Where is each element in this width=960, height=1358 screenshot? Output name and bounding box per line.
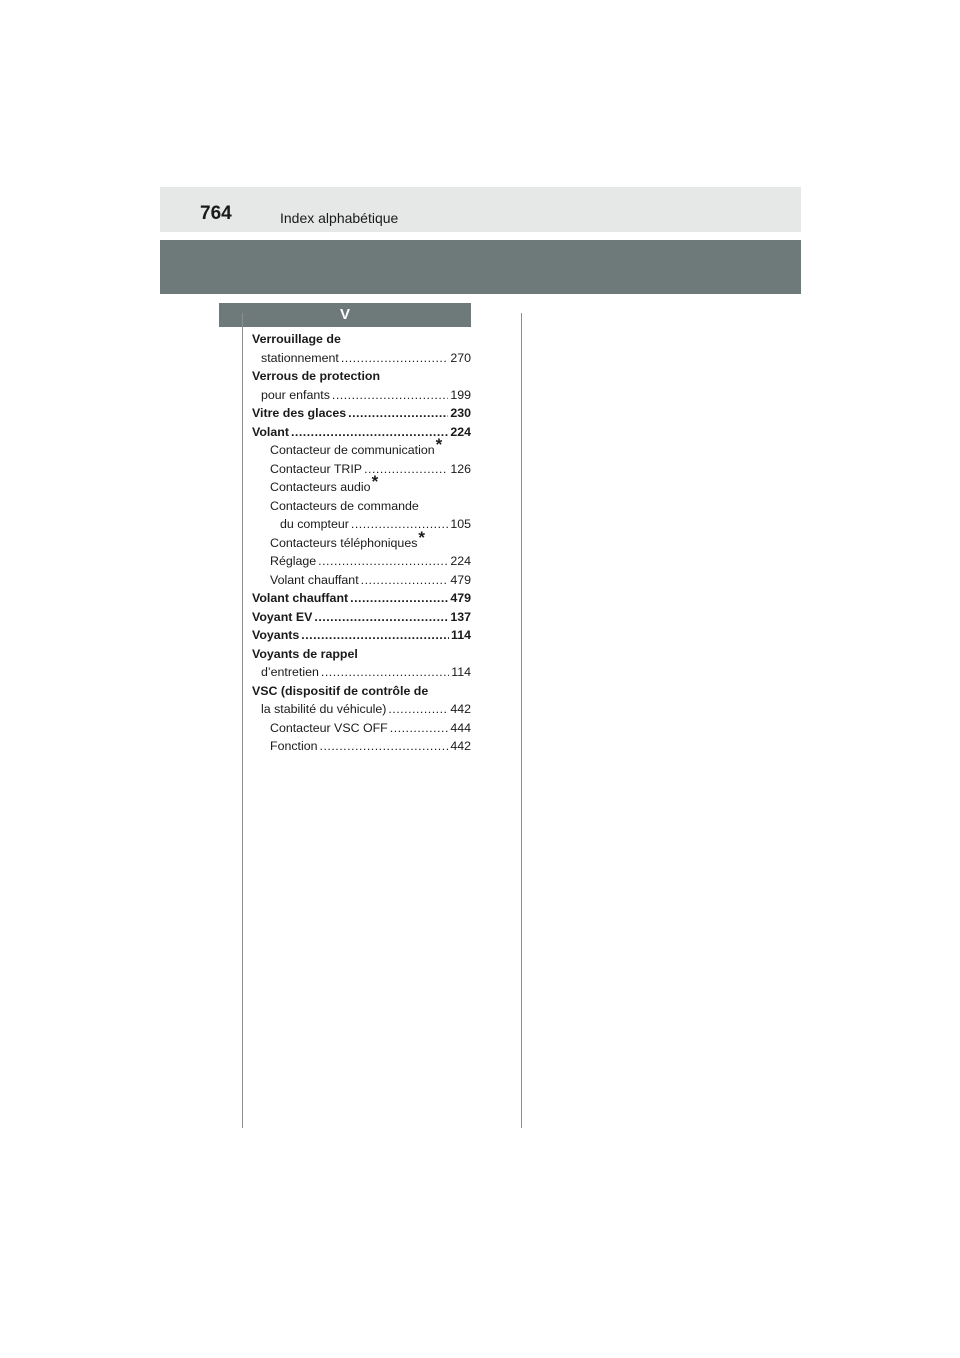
index-entry (252, 330, 471, 349)
index-entry-label: Voyant EV (252, 609, 313, 624)
dot-leader (301, 626, 449, 645)
index-entry-label: Fonction (270, 739, 318, 753)
index-entry-label: Contacteurs de commande (270, 498, 419, 513)
dot-leader (291, 423, 448, 442)
index-entry (252, 645, 471, 664)
index-entry (252, 682, 471, 701)
index-entry-label: Contacteur de communication (270, 443, 435, 457)
dot-leader (350, 589, 448, 608)
index-entry-page: 114 (451, 628, 471, 642)
index-entry (252, 552, 471, 571)
index-entry-page: 442 (450, 739, 471, 753)
index-entry-page: 126 (450, 461, 471, 476)
column-divider-left (242, 313, 243, 1128)
index-entry (252, 460, 471, 479)
index-entry-page: 114 (451, 665, 471, 679)
chapter-band (160, 240, 801, 294)
index-entry-page: 444 (450, 720, 471, 735)
index-entry-label: Volant (252, 424, 289, 439)
index-entry (252, 497, 471, 516)
index-entry-page: 442 (450, 702, 471, 716)
index-entry (252, 700, 471, 719)
index-entry-label: la stabilité du véhicule) (261, 702, 387, 716)
index-entry-label: Contacteur TRIP (270, 461, 363, 476)
index-entry-label: du compteur (280, 517, 349, 531)
index-entry-label: Verrous de protection (252, 369, 381, 383)
index-entry-page: 479 (450, 572, 471, 587)
index-entry-page: 199 (450, 387, 471, 402)
index-entry: Contacteurs téléphoniques * (252, 534, 471, 553)
dot-leader (314, 608, 448, 627)
dot-leader (321, 663, 449, 682)
page-number: 764 (200, 203, 232, 224)
index-entry-label: Volant chauffant (270, 572, 359, 587)
dot-leader (361, 571, 449, 590)
index-entry-label: VSC (dispositif de contrôle de (252, 683, 429, 698)
index-letter-tab: V (219, 303, 471, 327)
index-entry: Contacteurs audio * (252, 478, 471, 497)
index-entry-label: Volant chauffant (252, 591, 349, 605)
dot-leader (348, 404, 448, 423)
dot-leader (351, 515, 448, 534)
section-title: Index alphabétique (280, 210, 399, 226)
index-entry (252, 608, 471, 627)
index-entry-label: Réglage (270, 554, 317, 568)
dot-leader (341, 349, 448, 368)
index-entry (252, 737, 471, 756)
index-list (252, 330, 471, 756)
dot-leader (332, 386, 448, 405)
index-entry-label: Vitre des glaces (252, 406, 347, 420)
index-entry-page: 230 (450, 406, 471, 420)
index-entry-page: 224 (450, 554, 471, 568)
index-entry-label: stationnement (261, 350, 339, 365)
index-entry-label: Verrouillage de (252, 332, 341, 346)
index-entry (252, 367, 471, 386)
column-divider-right (521, 313, 522, 1128)
index-entry-label: Voyants (252, 628, 300, 642)
index-entry-label: d’entretien (261, 665, 319, 679)
index-entry: Contacteur de communication * (252, 441, 471, 460)
index-entry (252, 571, 471, 590)
dot-leader (388, 700, 448, 719)
index-entry (252, 515, 471, 534)
index-entry (252, 404, 471, 423)
index-entry-label: Voyants de rappel (252, 646, 358, 661)
index-entry (252, 719, 471, 738)
index-entry-page: 105 (450, 517, 471, 531)
index-entry-page: 137 (450, 609, 471, 624)
index-entry (252, 589, 471, 608)
index-entry-label: Contacteurs audio (270, 480, 371, 494)
index-entry-label: Contacteurs téléphoniques (270, 535, 418, 550)
dot-leader (390, 719, 449, 738)
index-entry-page: 479 (450, 591, 471, 605)
index-entry (252, 349, 471, 368)
index-entry-label: pour enfants (261, 387, 330, 402)
dot-leader (320, 737, 449, 756)
index-entry-page: 270 (450, 350, 471, 365)
index-entry (252, 626, 471, 645)
index-entry (252, 386, 471, 405)
dot-leader (318, 552, 448, 571)
index-entry-page: 224 (450, 424, 471, 439)
header-band (160, 187, 801, 232)
index-entry-label: Contacteur VSC OFF (270, 720, 388, 735)
index-entry (252, 663, 471, 682)
